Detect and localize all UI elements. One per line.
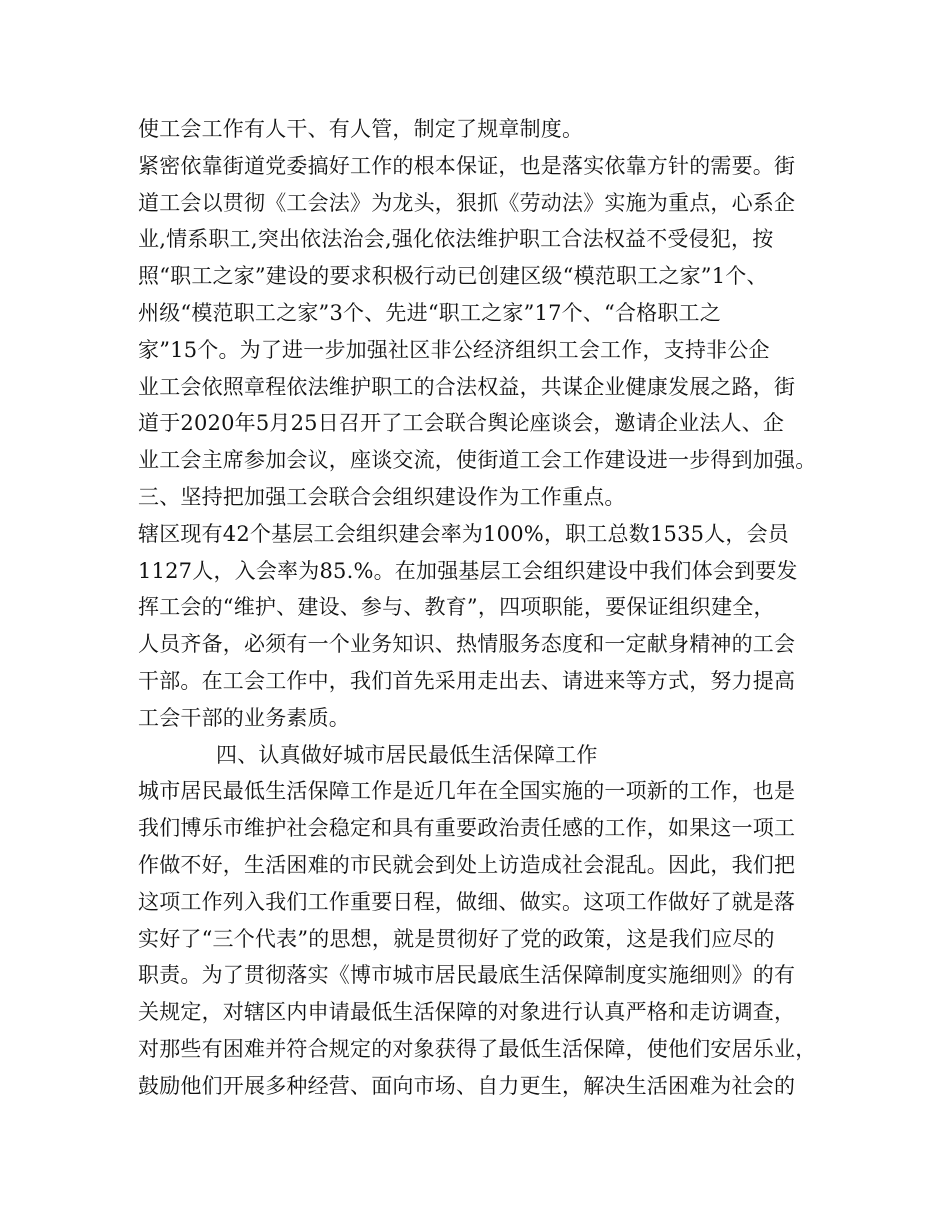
text-line: 业工会主席参加会议，座谈交流，使街道工会工作建设进一步得到加强。 <box>138 448 817 473</box>
text-line: 干部。在工会工作中，我们首先采用走出去、请进来等方式，努力提高 <box>138 668 796 693</box>
text-line: 鼓励他们开展多种经营、面向市场、自力更生，解决生活困难为社会的 <box>138 1073 796 1098</box>
text-line: 州级“模范职工之家”3个、先进“职工之家”17个、“合格职工之 <box>138 300 721 325</box>
text-line: 道工会以贯彻《工会法》为龙头，狠抓《劳动法》实施为重点，心系企 <box>138 190 796 215</box>
text-line: 挥工会的“维护、建设、参与、教育”，四项职能，要保证组织建全， <box>138 595 775 620</box>
text-line: 城市居民最低生活保障工作是近几年在全国实施的一项新的工作，也是 <box>138 779 796 804</box>
text-line: 关规定，对辖区内申请最低生活保障的对象进行认真严格和走访调查， <box>138 1000 796 1025</box>
text-line: 我们博乐市维护社会稳定和具有重要政治责任感的工作，如果这一项工 <box>138 816 796 841</box>
body-text <box>138 111 828 1105</box>
text-line: 照“职工之家”建设的要求积极行动已创建区级“模范职工之家”1个、 <box>138 264 768 289</box>
text-line: 职责。为了贯彻落实《博市城市居民最底生活保障制度实施细则》的有 <box>138 963 796 988</box>
text-line: 实好了“三个代表”的思想，就是贯彻好了党的政策，这是我们应尽的 <box>138 926 775 951</box>
text-line: 工会干部的业务素质。 <box>138 705 350 730</box>
section-heading: 四、认真做好城市居民最低生活保障工作 <box>216 742 598 767</box>
text-line: 1127人，入会率为85.%。在加强基层工会组织建设中我们体会到要发 <box>138 558 798 583</box>
text-line: 人员齐备，必须有一个业务知识、热情服务态度和一定献身精神的工会 <box>138 632 796 657</box>
text-line: 业,情系职工,突出依法治会,强化依法维护职工合法权益不受侵犯，按 <box>138 227 774 252</box>
text-line: 紧密依靠街道党委搞好工作的根本保证，也是落实依靠方针的需要。街 <box>138 153 796 178</box>
text-line: 道于2020年5月25日召开了工会联合舆论座谈会，邀请企业法人、企 <box>138 411 785 436</box>
text-line: 业工会依照章程依法维护职工的合法权益，共谋企业健康发展之路，街 <box>138 374 796 399</box>
text-line: 辖区现有42个基层工会组织建会率为100%，职工总数1535人，会员 <box>138 521 789 546</box>
text-line: 作做不好，生活困难的市民就会到处上访造成社会混乱。因此，我们把 <box>138 852 796 877</box>
text-line: 对那些有困难并符合规定的对象获得了最低生活保障，使他们安居乐业， <box>138 1036 817 1061</box>
section-heading: 三、坚持把加强工会联合会组织建设作为工作重点。 <box>138 484 626 509</box>
text-line: 家”15个。为了进一步加强社区非公经济组织工会工作，支持非公企 <box>138 337 770 362</box>
text-line: 这项工作列入我们工作重要日程，做细、做实。这项工作做好了就是落 <box>138 889 796 914</box>
text-line: 使工会工作有人干、有人管，制定了规章制度。 <box>138 117 584 141</box>
